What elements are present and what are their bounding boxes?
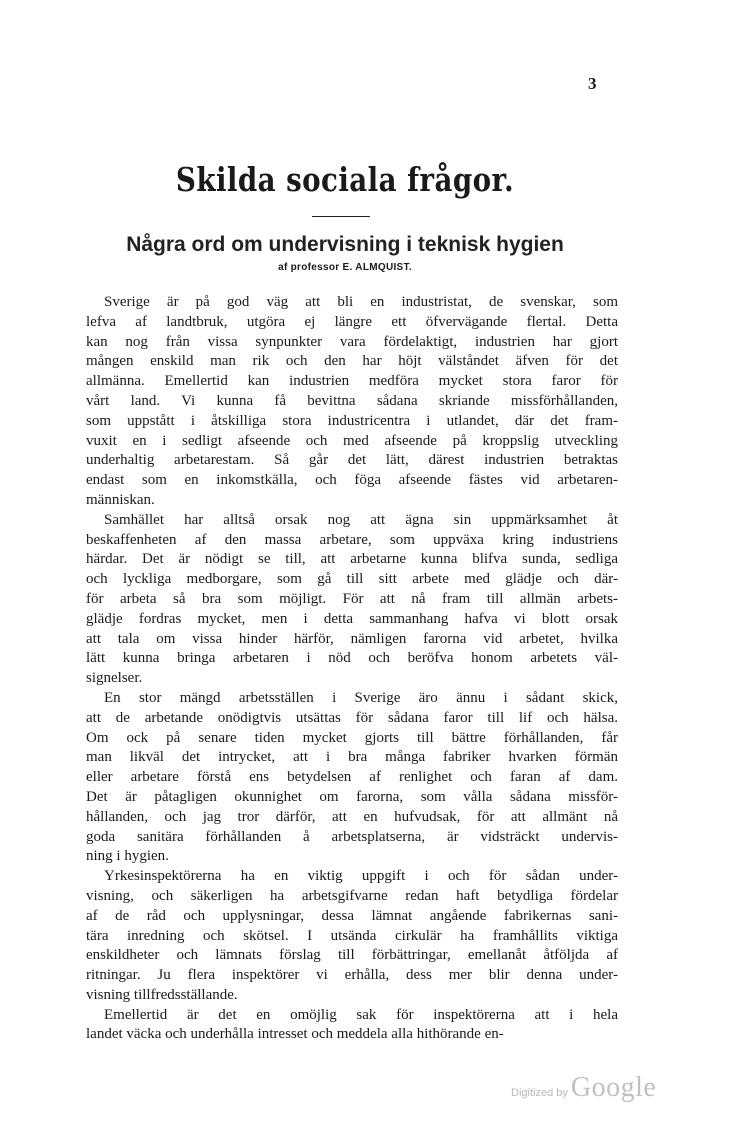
text-line: landet väcka och underhålla intresset och meddela alla hithörande en-	[86, 1026, 504, 1043]
text-line: ritningar. Ju flera inspektörer vi erhålla, dess mer blir denna under-	[86, 967, 618, 984]
page-number: 3	[588, 74, 597, 93]
text-line: underhaltig arbetarestam. Så går det lätt, därest industrien betraktas	[86, 452, 618, 469]
text-line: kan nog från vissa synpunkter vara fördelaktigt, industrien har gjort	[86, 333, 618, 350]
text-line: visning, och säkerligen ha arbetsgifvarne redan haft betydliga fördelar	[86, 887, 618, 904]
text-line: Om ock på senare tiden mycket gjorts till bättre förhållanden, får	[86, 729, 618, 746]
text-line: Yrkesinspektörerna ha en viktig uppgift i och för sådan under-	[104, 868, 618, 885]
paragraph	[86, 1006, 618, 1046]
text-line: Emellertid är det en omöjlig sak för inspektörerna att i hela	[104, 1006, 618, 1023]
text-line: och lyckliga medborgare, som gå till sitt arbete med glädje och där-	[86, 571, 618, 588]
paragraph	[86, 867, 618, 1006]
text-line: beskaffenheten af den massa arbetare, som uppväxa kring industriens	[86, 531, 618, 548]
text-line: människan.	[86, 491, 155, 508]
text-line: eller arbetare förstå ens betydelsen af renlighet och faran af dam.	[86, 769, 618, 786]
text-line: Det är påtagligen okunnighet om farorna, som vålla sådana missför-	[86, 788, 618, 805]
text-line: Sverige är på god väg att bli en industristat, de svenskar, som	[104, 294, 618, 310]
text-line: En stor mängd arbetsställen i Sverige äro ännu i sådant skick,	[104, 689, 618, 706]
text-line: vårt land. Vi kunna få bevittna sådana skriande missförhållanden,	[86, 392, 618, 409]
text-line: visning tillfredsställande.	[86, 986, 238, 1003]
text-line: lätt kunna bringa arbetaren i nöd och beröfva honom arbetets väl-	[86, 650, 618, 667]
section-title: Skilda sociala frågor.	[175, 160, 515, 199]
text-line: signelser.	[86, 670, 143, 687]
text-line: härdar. Det är nödigt se till, att arbetarne kunna blifva sunda, sedliga	[86, 551, 618, 568]
text-line: att tala om vissa hinder härför, nämligen farorna vid arbetet, hvilka	[86, 630, 618, 647]
text-line: att de arbetande onödigtvis utsättas för sådana faror till lif och hälsa.	[86, 709, 618, 726]
text-line: af de råd och upplysningar, dessa lämnat angående fabrikernas sani-	[86, 907, 618, 924]
text-line: goda sanitära förhållanden å arbetsplatserna, är vidsträckt undervis-	[86, 828, 618, 845]
text-line: Samhället har alltså orsak nog att ägna sin uppmärksamhet åt	[104, 511, 618, 528]
text-line: allmänna. Emellertid kan industrien medföra mycket stora faror för	[86, 373, 618, 390]
text-line: ning i hygien.	[86, 848, 169, 865]
article-title: Några ord om undervisning i teknisk hygien	[126, 233, 564, 256]
text-line: för arbeta så bra som möjligt. För att nå fram till allmän arbets-	[86, 590, 618, 607]
title-divider	[312, 216, 370, 217]
text-line: som uppstått i åtskilliga stora industricentra i utlandet, där det fram-	[86, 412, 618, 429]
watermark-prefix: Digitized by	[511, 1087, 568, 1099]
text-line: glädje fordras mycket, men i detta sammanhang hafva vi blott orsak	[86, 610, 618, 627]
text-line: lefva af landtbruk, utgöra ej längre ett öfvervägande flertal. Detta	[86, 313, 618, 330]
text-line: mången enskild man rik och den har höjt välståndet äfven för det	[86, 353, 618, 370]
text-line: vuxit en i sedligt afseende och med afseende på kroppslig utveckling	[86, 432, 618, 449]
text-line: enskildheter och lämnats förslag till förbättringar, emellanåt åtföljda af	[86, 947, 618, 964]
text-line: tära inredning och skötsel. I utsända cirkulär ha framhållits viktiga	[86, 927, 618, 944]
text-line: man likväl det intrycket, att i bra många fabriker hvarken förmän	[86, 749, 618, 766]
google-logo: Google	[570, 1072, 657, 1103]
paragraph	[86, 511, 618, 689]
text-line: endast som en inkomstkälla, och föga afseende fästes vid arbetaren-	[86, 472, 618, 489]
article-body	[86, 293, 618, 1045]
paragraph	[86, 293, 618, 511]
paragraph	[86, 689, 618, 867]
author-byline: af professor E. ALMQUIST.	[278, 262, 412, 273]
text-line: hållanden, och jag tror därför, att en hufvudsak, för att allmänt nå	[86, 808, 618, 825]
digitized-watermark	[511, 1072, 656, 1104]
